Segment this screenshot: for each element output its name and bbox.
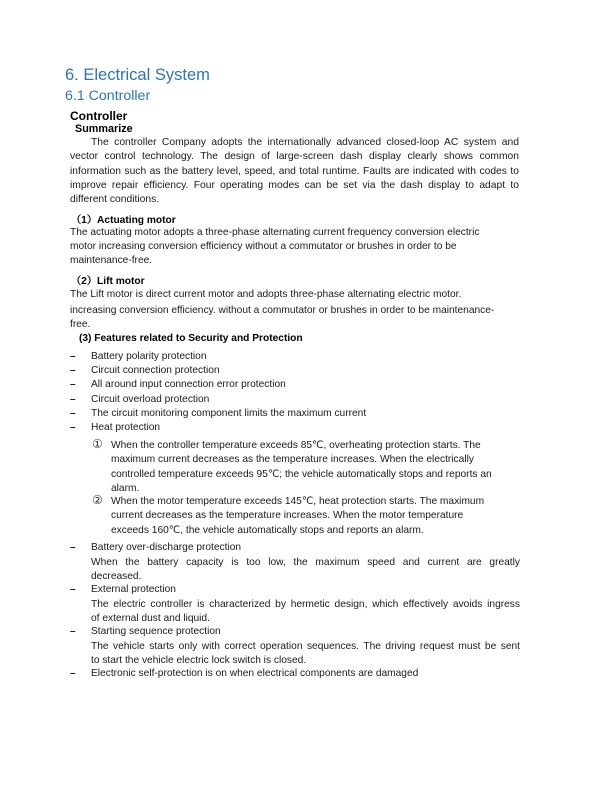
dash-bullet: – [70,365,76,376]
description-line: to start the vehicle electric lock switch is closed. [91,654,307,666]
heat-item-line: exceeds 160℃, the vehicle automatically stops and reports an alarm. [111,524,424,536]
circled-one-marker: ① [92,437,103,451]
lift-motor-heading [71,272,145,287]
summary-line: different conditions. [70,194,160,206]
actuating-number: （1） [71,215,98,226]
dash-bullet: – [70,422,76,433]
bullet-item: Starting sequence protection [91,626,221,637]
dash-bullet: – [70,351,76,362]
heat-item-line: alarm. [111,482,140,494]
actuating-line: motor increasing conversion efficiency without a commutator or brushes in order to be [70,241,457,253]
actuating-label: Actuating motor [97,215,176,226]
actuating-line: maintenance-free. [70,255,153,267]
chapter-heading: 6. Electrical System [65,66,210,84]
heat-item-text [111,439,492,496]
lift-number: （2） [71,276,98,287]
dash-bullet: – [70,542,76,553]
bullet-item: Circuit connection protection [91,365,220,376]
dash-bullet: – [70,379,76,390]
dash-bullet: – [70,626,76,637]
bullet-item: External protection [91,584,176,595]
heat-item-text [111,495,484,538]
summary-label: Summarize [75,123,133,135]
lift-line: The Lift motor is direct current motor and adopts three-phase alternating electric motor. [70,289,462,300]
bullet-item: Battery polarity protection [91,351,207,362]
description-line: decreased. [91,570,142,582]
dash-bullet: – [70,394,76,405]
lift-line: increasing conversion efficiency. without a commutator or brushes in order to be maintenance- [70,305,495,317]
bullet-description [91,598,520,626]
dash-bullet: – [70,668,76,679]
bullet-item: Heat protection [91,422,161,433]
heat-item-line: maximum current decreases as the temperature increases. When the electrically [111,454,474,466]
actuating-line: The actuating motor adopts a three-phase alternating current frequency conversion electric [70,227,480,238]
bullet-description [91,640,520,668]
description-line: When the battery capacity is too low, the maximum speed and current are greatly [91,557,520,568]
summary-line: The controller Company adopts the internationally advanced closed-loop AC system and [91,137,519,148]
description-line: of external dust and liquid. [91,612,210,624]
bullet-item: Battery over-discharge protection [91,542,242,553]
lift-motor-paragraph [70,288,494,333]
heat-item-line: When the motor temperature exceeds 145℃, heat protection starts. The maximum [111,496,485,507]
section-heading: 6.1 Controller [65,88,151,104]
bullet-item: Electronic self-protection is on when electrical components are damaged [91,668,419,679]
bullet-item: Circuit overload protection [91,394,210,405]
actuating-motor-paragraph [70,226,479,269]
lift-label: Lift motor [97,276,145,287]
description-line: The electric controller is characterized by hermetic design, which effectively avoids ingress [91,599,520,610]
bullet-item: All around input connection error protection [91,379,286,390]
subsection-title: Controller [70,109,128,123]
lift-line: free. [70,319,91,331]
dash-bullet: – [70,584,76,595]
summary-line: improve repair efficiency. Four operating modes can be set via the dash display to adapt to [70,179,519,191]
heat-item-line: controlled temperature exceeds 95℃; the vehicle automatically stops and reports an [111,468,492,480]
features-heading: (3) Features related to Security and Protection [79,333,303,344]
heat-item-line: When the controller temperature exceeds 85℃, overheating protection starts. The [111,440,481,451]
bullet-item: The circuit monitoring component limits the maximum current [91,408,367,419]
summary-line: information such as the battery level, speed, and total runtime. Faults are indicated with codes to [70,165,519,177]
heat-item-line: current decreases as the temperature increases. When the motor temperature [111,510,464,522]
actuating-motor-heading [71,211,176,226]
bullet-description [91,556,520,584]
summary-line: vector control technology. The design of large-screen dash display clearly shows common [70,151,519,163]
summary-paragraph [70,136,519,207]
circled-two-marker: ② [92,493,103,507]
dash-bullet: – [70,408,76,419]
description-line: The vehicle starts only with correct operation sequences. The driving request must be sent [91,641,520,652]
